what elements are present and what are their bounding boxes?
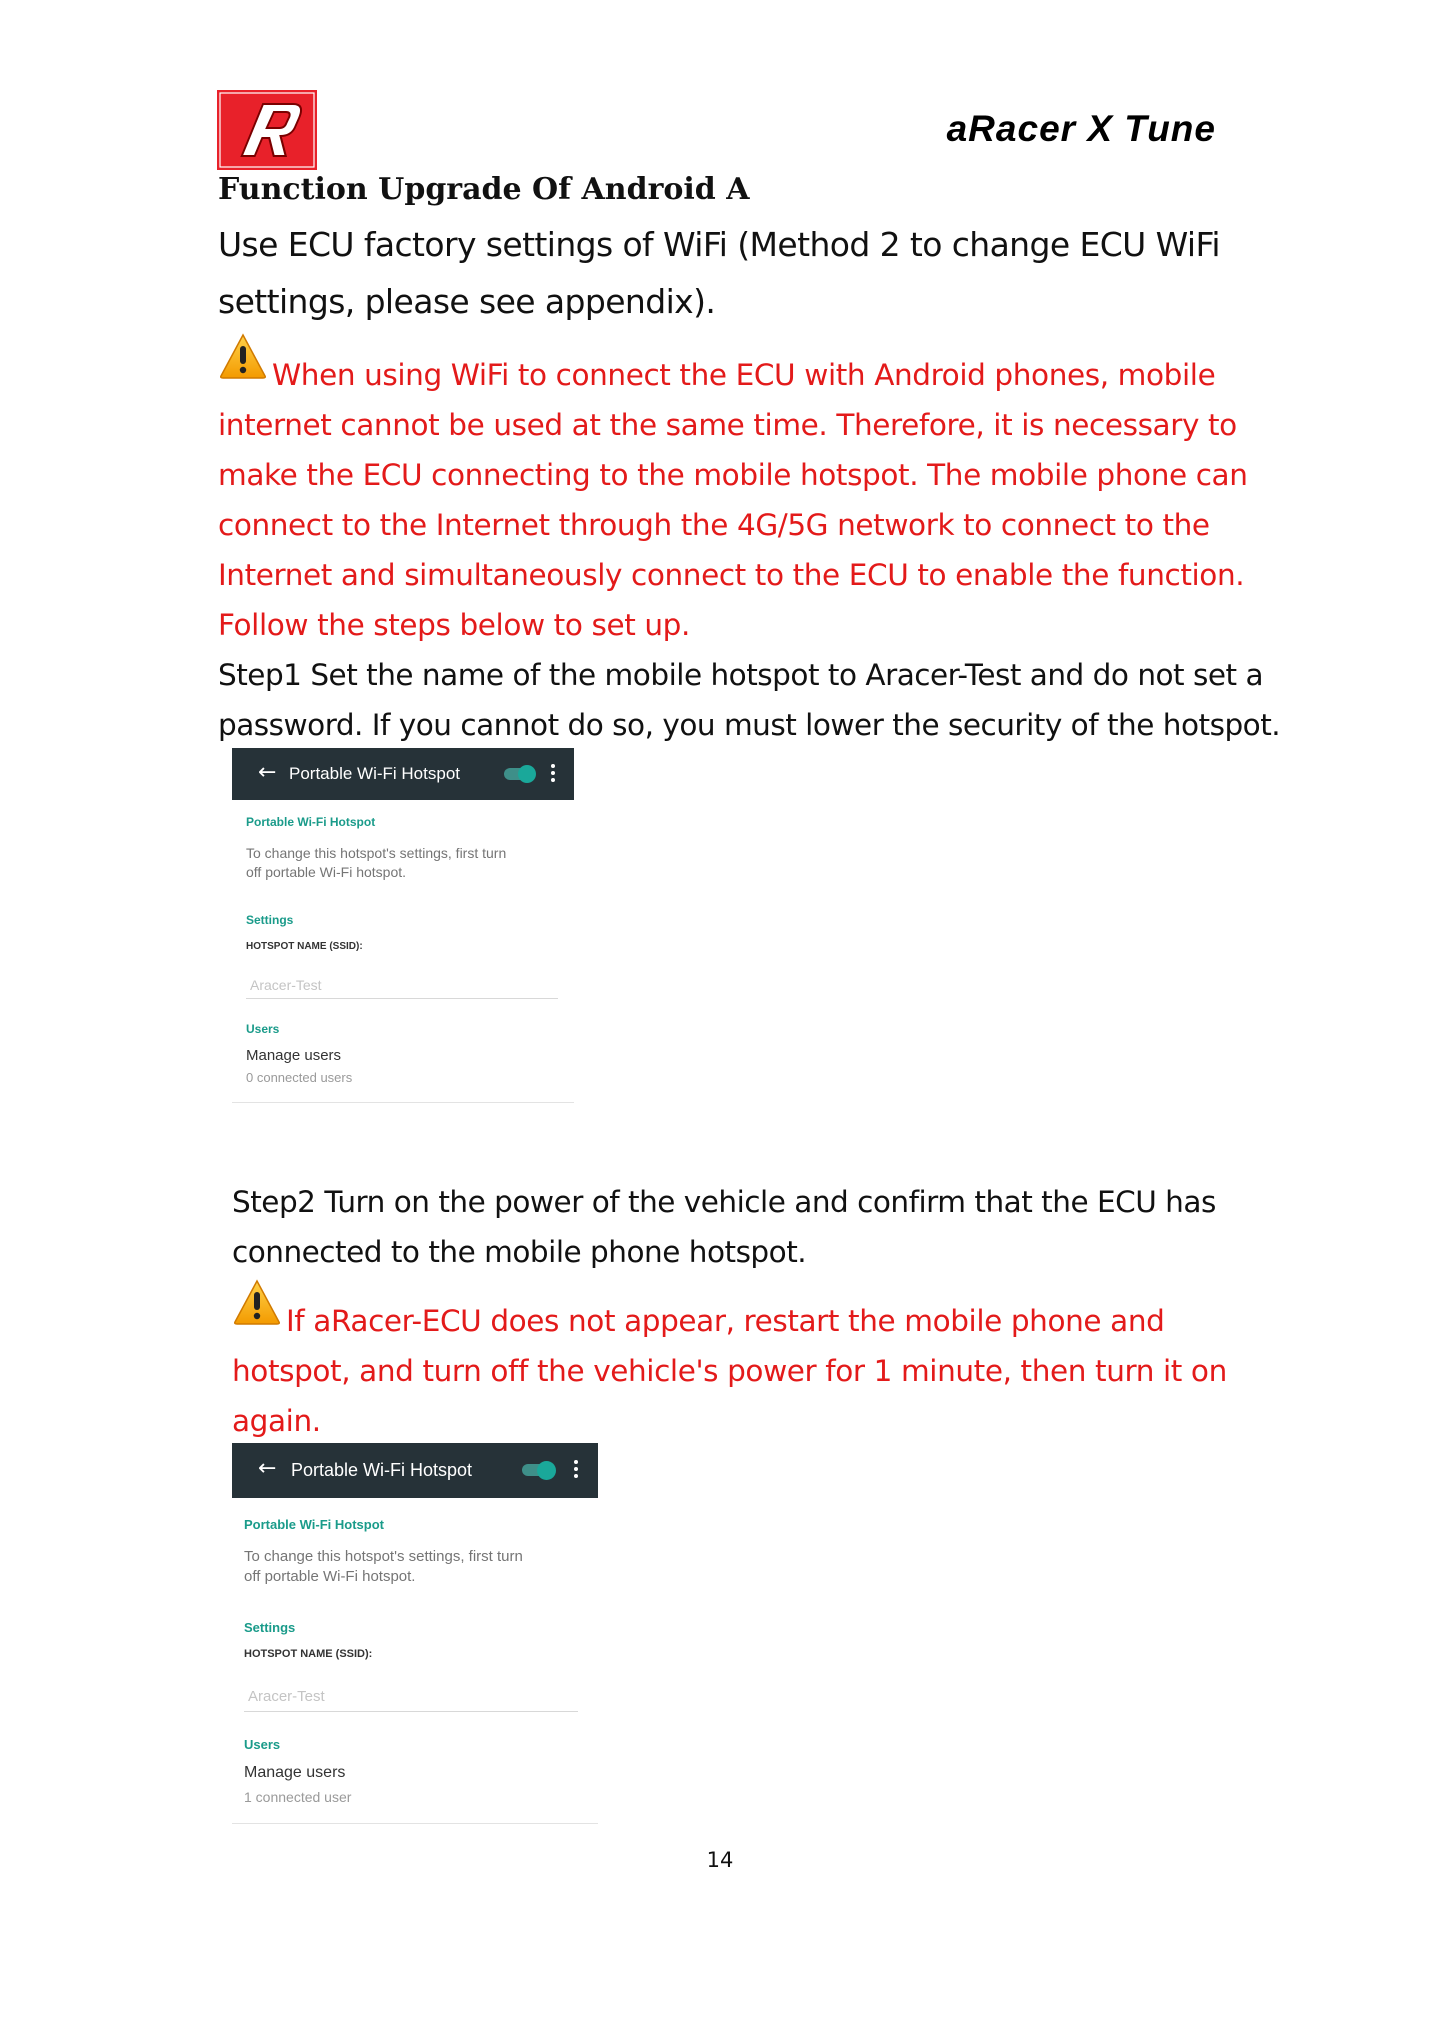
settings-header: Settings [244, 1620, 296, 1635]
warning2-line-1: If aRacer-ECU does not appear, restart the mobile phone and [286, 1304, 1165, 1338]
back-arrow-icon[interactable]: ← [258, 1456, 277, 1481]
settings-header: Settings [246, 913, 294, 927]
description-line-2: off portable Wi-Fi hotspot. [244, 1568, 416, 1585]
ssid-underline [244, 1711, 578, 1712]
ssid-label: HOTSPOT NAME (SSID): [244, 1648, 373, 1660]
more-vert-icon[interactable] [551, 764, 555, 785]
page-heading: Function Upgrade Of Android A [218, 172, 750, 207]
warning1-line-1: When using WiFi to connect the ECU with Android phones, mobile [272, 358, 1216, 392]
ssid-field[interactable]: Aracer-Test [250, 977, 322, 993]
hotspot-screenshot-2 [232, 1443, 598, 1824]
step2-line-2: connected to the mobile phone hotspot. [232, 1235, 807, 1269]
ssid-underline [246, 998, 558, 999]
description-line-2: off portable Wi-Fi hotspot. [246, 864, 407, 880]
warning2-line-2: hotspot, and turn off the vehicle's power for 1 minute, then turn it on [232, 1354, 1227, 1388]
manage-users[interactable]: Manage users [244, 1764, 346, 1781]
description-line-1: To change this hotspot's settings, first turn [244, 1548, 523, 1565]
connected-count: 1 connected user [244, 1789, 352, 1805]
users-header: Users [246, 1022, 280, 1036]
connected-count: 0 connected users [246, 1070, 353, 1085]
toolbar-title: Portable Wi-Fi Hotspot [289, 764, 460, 783]
section-title: Portable Wi-Fi Hotspot [246, 815, 376, 829]
toolbar-title: Portable Wi-Fi Hotspot [291, 1460, 473, 1480]
step1-line-2: password. If you cannot do so, you must lower the security of the hotspot. [218, 708, 1281, 742]
intro-line-1: Use ECU factory settings of WiFi (Method 2 to change ECU WiFi [218, 225, 1220, 264]
step2-line-1: Step2 Turn on the power of the vehicle and confirm that the ECU has [232, 1185, 1216, 1219]
warning1-line-2: internet cannot be used at the same time. Therefore, it is necessary to [218, 408, 1237, 442]
aracer-logo-icon [217, 90, 317, 170]
description-line-1: To change this hotspot's settings, first turn [246, 845, 507, 861]
users-header: Users [244, 1737, 281, 1752]
warning1-line-4: connect to the Internet through the 4G/5G network to connect to the [218, 508, 1210, 542]
toolbar [232, 748, 574, 800]
toolbar [232, 1443, 598, 1498]
back-arrow-icon[interactable]: ← [258, 760, 277, 785]
more-vert-icon[interactable] [574, 1460, 578, 1481]
warning1-line-3: make the ECU connecting to the mobile hotspot. The mobile phone can [218, 458, 1248, 492]
warning-icon [219, 333, 271, 381]
ssid-field[interactable]: Aracer-Test [248, 1688, 325, 1705]
warning2-line-3: again. [232, 1404, 321, 1438]
intro-line-2: settings, please see appendix). [218, 282, 716, 321]
warning1-line-6: Follow the steps below to set up. [218, 608, 690, 642]
warning-icon [233, 1279, 285, 1327]
step1-line-1: Step1 Set the name of the mobile hotspot to Aracer-Test and do not set a [218, 658, 1264, 692]
warning1-line-5: Internet and simultaneously connect to the ECU to enable the function. [218, 558, 1245, 592]
page-number: 14 [706, 1848, 734, 1872]
section-title: Portable Wi-Fi Hotspot [244, 1517, 384, 1532]
hotspot-screenshot-1 [232, 748, 574, 1103]
ssid-label: HOTSPOT NAME (SSID): [246, 941, 363, 952]
manage-users[interactable]: Manage users [246, 1047, 342, 1064]
brand-title: aRacer X Tune [946, 108, 1216, 149]
